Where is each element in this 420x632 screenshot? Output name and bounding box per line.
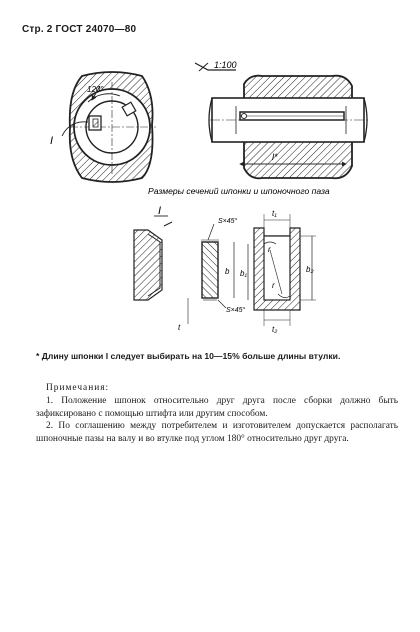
chamfer-bottom-label: S×45° (226, 307, 246, 314)
length-label: l* (272, 152, 278, 162)
dim-b-label: b (225, 267, 230, 276)
note-item-2: 2. По соглашению между потребителем и изготовителем допускается располагать шпоночные пазы на валу и во втулке под углом 180° относительно друг друга. (36, 421, 398, 444)
detail-label: I (158, 205, 162, 217)
angle-label: 120° (87, 85, 104, 94)
footnote: * Длину шпонки l следует выбирать на 10—15% больше длины втулки. (36, 351, 341, 361)
section-caption: Размеры сечений шпонки и шпоночного паза (148, 186, 330, 196)
view-label: I (50, 135, 54, 147)
dim-t1-label: t₁ (272, 209, 277, 218)
note-item-1: 1. Положение шпонок относительно друг друга после сборки должно быть зафиксировано с помощью штифта или другим способом. (36, 396, 398, 419)
hub-cross-section (50, 72, 156, 182)
dim-b2-label: b₂ (306, 265, 314, 274)
page-header: Стр. 2 ГОСТ 24070—80 (22, 24, 137, 35)
radius-label-top: r (268, 245, 271, 254)
notes-section (36, 382, 398, 445)
notes-heading: Примечания: (46, 383, 110, 393)
dim-t2-label: t₂ (272, 325, 278, 334)
longitudinal-section (148, 60, 368, 196)
radius-label-bottom: r (272, 281, 275, 290)
detail-section (134, 205, 316, 334)
dim-b1-label: b₁ (240, 269, 247, 278)
chamfer-top-label: S×45° (218, 218, 238, 225)
dim-t-label: t (178, 323, 181, 332)
scale-label: 1:100 (214, 60, 237, 70)
